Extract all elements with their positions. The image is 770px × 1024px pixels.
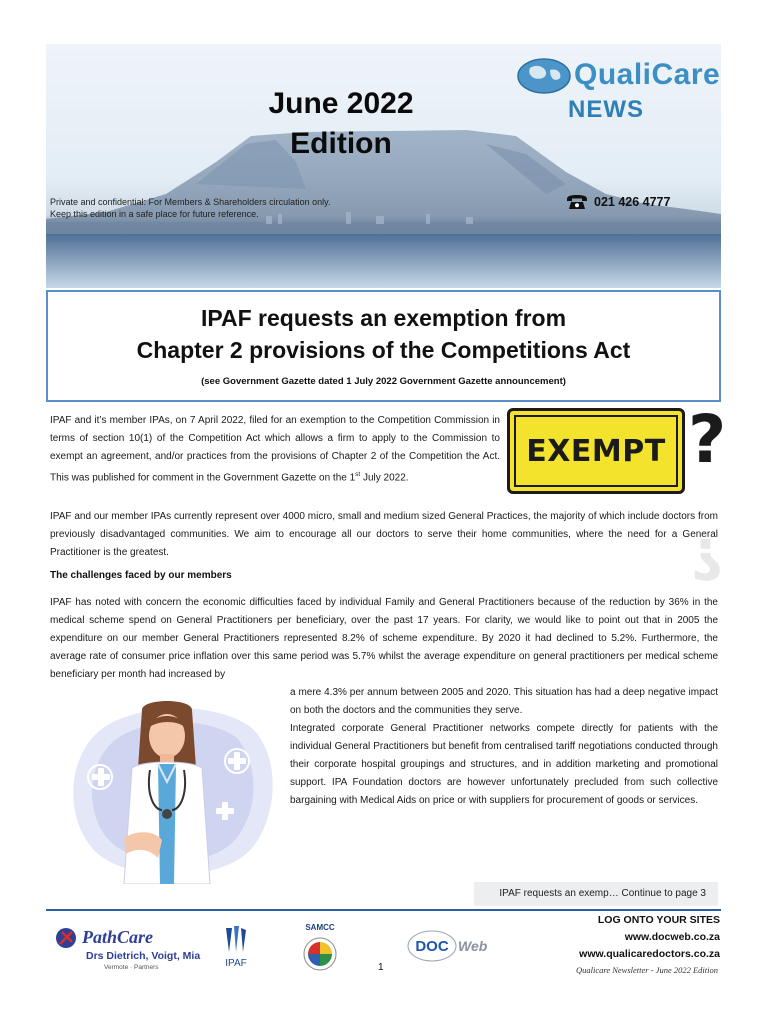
pathcare-name: PathCare <box>82 927 154 947</box>
websites-block <box>520 912 720 963</box>
newsletter-footnote: Qualicare Newsletter - June 2022 Edition <box>575 965 718 975</box>
exempt-sign <box>507 408 685 494</box>
question-mark-reflection: ? <box>691 525 724 590</box>
edition-line2: Edition <box>290 127 392 160</box>
exempt-sign-text: EXEMPT <box>526 433 666 469</box>
article-title-box <box>46 290 721 402</box>
edition-heading <box>226 84 456 164</box>
confidential-notice <box>50 196 330 220</box>
header-banner <box>46 44 721 288</box>
paragraph-member-ipas: IPAF and our member IPAs currently represent over 4000 micro, small and medium sized General Practices, the majority of which include doctors from previously disadvantaged communities. We aim to encourage all our doctors to serve their home communities, where the need for a General Practitioner is the greatest. <box>50 511 718 558</box>
paragraph-economic-difficulties: IPAF has noted with concern the economic difficulties faced by individual Family and General Practitioners because of the reduction by 36% in the medical scheme spend on General Practitioners per beneficiary, over the past 17 years. For clarity, we would like to point out that in 2005 the expenditure on our member General Practitioners represented 8.2% of scheme expenditure. By 2020 it had declined to 5.2%. Furthermore, the average rate of consumer price inflation over this same period was 5.7% whilst the average expenditure on general practitioners per medical scheme beneficiary per month had increased by <box>50 597 718 680</box>
p1-text-end: July 2022. <box>360 472 409 484</box>
pathcare-sub: Vermote · Partners <box>104 964 159 971</box>
paragraph-corporate-networks: Integrated corporate General Practitioner networks compete directly for patients with the individual General Practitioners but benefit from centralised tariff negotiations conducted through their corporate hospital groupings and structures, and in addition marketing and promotional support. IPA Foundation doctors are however unfortunately precluded from such collective bargaining with Medical Aids on price or with suppliers for procurement of goods or services. <box>290 723 718 806</box>
article-title-line2: Chapter 2 provisions of the Competitions Act <box>136 337 631 363</box>
confidential-line2: Keep this edition in a safe place for future reference. <box>50 209 259 219</box>
logo-wordmark: QualiCare <box>574 58 721 91</box>
question-mark-icon: ? <box>688 401 727 478</box>
phone-number: 021 426 4777 <box>594 195 671 209</box>
paragraph-exemption-filing <box>50 412 500 487</box>
section-heading-challenges: The challenges faced by our members <box>50 570 232 581</box>
p1-superscript: st <box>355 471 361 478</box>
docweb-logo <box>408 931 488 961</box>
ipaf-label: IPAF <box>225 958 247 969</box>
site-link-qualicare[interactable]: www.qualicaredoctors.co.za <box>579 948 720 960</box>
article-subtitle: (see Government Gazette dated 1 July 2022 Government Gazette announcement) <box>201 376 566 387</box>
site-link-docweb[interactable]: www.docweb.co.za <box>624 931 720 943</box>
globe-icon <box>516 56 572 96</box>
samcc-label: SAMCC <box>305 923 335 932</box>
pathcare-logo <box>56 927 200 971</box>
paragraph-negative-impact: a mere 4.3% per annum between 2005 and 2020. This situation has had a deep negative impact on both the doctors and the communities they serve. <box>290 687 718 716</box>
page-number: 1 <box>378 962 384 973</box>
sponsor-logo-strip <box>46 918 506 978</box>
continue-to-page-link[interactable]: IPAF requests an exemp… Continue to page 3 <box>474 882 718 906</box>
edition-line1: June 2022 <box>268 87 414 120</box>
web-label: Web <box>458 938 488 954</box>
samcc-logo <box>304 923 336 970</box>
doctor-illustration <box>62 698 282 884</box>
ipaf-logo <box>225 926 246 969</box>
doc-label: DOC <box>415 938 449 955</box>
logo-news-label: NEWS <box>568 96 644 123</box>
footer-divider <box>46 909 721 911</box>
telephone-icon <box>566 194 588 210</box>
sponsor-logos <box>46 918 506 978</box>
article-title <box>48 302 719 366</box>
p1-text: IPAF and it’s member IPAs, on 7 April 2022, filed for an exemption to the Competition Commission in terms of section 10(1) of the Competition Act which allows a firm to apply to the Commission to exempt an agreement, and/or practices from the provisions of Chapter 2 of the Competition the Act. This was published for comment in the Government Gazette on the 1 <box>50 415 500 484</box>
qualicare-logo <box>516 50 721 125</box>
phone-contact <box>566 194 670 210</box>
sites-heading: LOG ONTO YOUR SITES <box>597 914 720 926</box>
pathcare-doctors: Drs Dietrich, Voigt, Mia <box>86 950 201 962</box>
article-title-line1: IPAF requests an exemption from <box>200 305 567 331</box>
confidential-line1: Private and confidential: For Members & Shareholders circulation only. <box>50 197 331 207</box>
